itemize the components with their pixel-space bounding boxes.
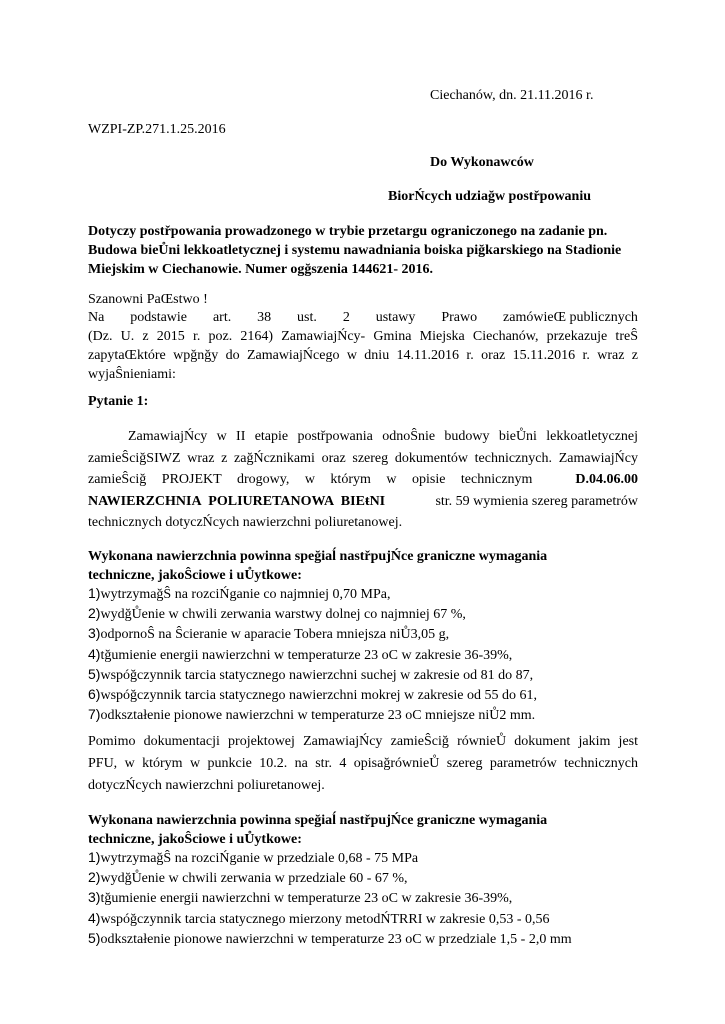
item-number: 1) xyxy=(88,849,101,865)
q2-line-2: PFU, w którym w punkcie 10.2. na str. 4 opisağrównieŮ szereg parametrów technicznych xyxy=(88,756,638,771)
q1-line-2: zamieŜciğSIWZ wraz z zağŃcznikami oraz szereg dokumentów technicznych. ZamawiajŃcy xyxy=(88,450,638,466)
question-paragraph-2 xyxy=(88,731,638,797)
item-text: odkształenie pionowe nawierzchni w temperaturze 23 oC w przedziale 1,5 - 2,0 mm xyxy=(100,931,572,947)
subject-block xyxy=(88,222,638,279)
requirements-list-1 xyxy=(88,584,537,725)
requirements-list-2 xyxy=(88,848,572,949)
list-item xyxy=(88,685,537,705)
item-text: wspóğczynnik tarcia statycznego nawierzchni suchej w zakresie od 81 do 87, xyxy=(100,667,534,683)
subject-line-2: Budowa bieŮni lekkoatletycznej i systemu nawadniania boiska piğkarskiego na Stadionie xyxy=(88,243,622,258)
item-number: 5) xyxy=(88,665,101,682)
reference-number: WZPI-ZP.271.1.25.2016 xyxy=(88,122,226,137)
greeting: Szanowni PaŒstwo ! xyxy=(88,292,208,307)
q1-line-3 xyxy=(88,469,638,491)
item-text: odkształenie pionowe nawierzchni w temperaturze 23 oC mniejsze niŮ2 mm. xyxy=(100,708,536,724)
intro-word: ust. xyxy=(297,310,317,325)
list-item xyxy=(88,584,537,604)
list-item xyxy=(88,909,572,929)
intro-line-2: (Dz. U. z 2015 r. poz. 2164) ZamawiajŃcy- Gmina Miejska Ciechanów, przekazuje treŜ xyxy=(88,329,638,344)
intro-word: podstawie xyxy=(130,310,188,325)
q1-line-3-text: zamieŜciğ PROJEKT drogowy, w którym w opisie technicznym xyxy=(88,472,533,487)
intro-word: 2 xyxy=(342,310,350,325)
req2-title-line-1: Wykonana nawierzchnia powinna speğiaĺ nastřpujŃce graniczne wymagania xyxy=(88,813,548,828)
q2-line-3: dotyczŃcych nawierzchni poliuretanowej. xyxy=(88,778,325,793)
q1-line-5: technicznych dotyczŃcych nawierzchni poliuretanowej. xyxy=(88,515,403,530)
question-title: Pytanie 1: xyxy=(88,394,149,409)
item-text: wytrzymağŜ na rozciŃganie co najmniej 0,70 MPa, xyxy=(100,587,391,602)
intro-word: ustawy xyxy=(375,310,416,325)
list-item xyxy=(88,848,572,868)
spec-code: D.04.06.00 xyxy=(575,472,638,487)
requirements-section-1 xyxy=(88,547,648,585)
intro-word: Na xyxy=(88,310,105,325)
item-number: 2) xyxy=(88,869,101,886)
item-text: wspóğczynnik tarcia statycznego nawierzchni mokrej w zakresie od 55 do 61, xyxy=(100,688,538,704)
list-item xyxy=(88,604,537,624)
item-number: 6) xyxy=(88,686,101,703)
intro-word: art. xyxy=(212,310,232,325)
item-number: 1) xyxy=(88,585,101,601)
list-item xyxy=(88,665,537,685)
intro-line-1 xyxy=(88,308,638,327)
spec-title: NAWIERZCHNIA POLIURETANOWA BIEŧNI xyxy=(88,493,386,509)
item-text: tğumienie energii nawierzchni w temperaturze 23 oC w zakresie 36-39%, xyxy=(100,891,513,907)
item-text: wytrzymağŜ na rozciŃganie w przedziale 0,68 - 75 MPa xyxy=(100,851,419,866)
item-number: 2) xyxy=(88,605,101,622)
list-item xyxy=(88,929,572,949)
req2-title-line-2: techniczne, jakoŜciowe i uŮytkowe: xyxy=(88,832,302,847)
intro-word: Prawo xyxy=(441,310,478,325)
place-date: Ciechanów, dn. 21.11.2016 r. xyxy=(430,88,594,103)
requirements-section-2 xyxy=(88,811,648,849)
intro-word: 38 xyxy=(257,310,272,325)
intro-line-3: zapytaŒktóre wpğnğy do ZamawiajŃcego w dniu 14.11.2016 r. oraz 15.11.2016 r. wraz z xyxy=(88,348,638,363)
list-item xyxy=(88,868,572,888)
intro-word: zamówieŒ publicznych xyxy=(503,310,638,325)
q1-line-4-text: str. 59 wymienia szereg parametrów xyxy=(435,493,638,509)
q1-line-4 xyxy=(88,491,638,513)
q1-line-1: ZamawiajŃcy w II etapie postřpowania odnoŜnie budowy bieŮni lekkoatletycznej xyxy=(128,429,638,444)
item-number: 4) xyxy=(88,645,101,662)
item-number: 5) xyxy=(88,929,101,946)
req1-title-line-2: techniczne, jakoŜciowe i uŮytkowe: xyxy=(88,568,302,583)
list-item xyxy=(88,624,537,644)
list-item xyxy=(88,888,572,908)
item-text: wydğŮenie w chwili zerwania warstwy dolnej co najmniej 67 %, xyxy=(100,607,466,623)
item-number: 3) xyxy=(88,625,101,642)
subject-line-1: Dotyczy postřpowania prowadzonego w trybie przetargu ograniczonego na zadanie pn. xyxy=(88,224,608,239)
list-item xyxy=(88,705,537,725)
req1-title-line-1: Wykonana nawierzchnia powinna speğiaĺ nastřpujŃce graniczne wymagania xyxy=(88,549,548,564)
intro-paragraph xyxy=(88,308,638,384)
addressee-line-2: BiorŃcych udziağw postřpowaniu xyxy=(388,189,592,204)
addressee-line-1: Do Wykonawców xyxy=(430,155,534,170)
q2-line-1: Pomimo dokumentacji projektowej ZamawiajŃcy zamieŜciğ równieŮ dokument jakim jest xyxy=(88,734,638,749)
question-paragraph-1 xyxy=(88,426,638,534)
subject-line-3: Miejskim w Ciechanowie. Numer ogğszenia 144621- 2016. xyxy=(88,262,434,277)
item-text: wspóğczynnik tarcia statycznego mierzony metodŃTRRI w zakresie 0,53 - 0,56 xyxy=(100,911,550,927)
item-text: odpornoŜ na Ŝcieranie w aparacie Tobera mniejsza niŮ3,05 g, xyxy=(100,627,450,643)
list-item xyxy=(88,645,537,665)
item-text: tğumienie energii nawierzchni w temperaturze 23 oC w zakresie 36-39%, xyxy=(100,647,513,663)
item-number: 4) xyxy=(88,909,101,926)
item-number: 7) xyxy=(88,706,101,723)
item-text: wydğŮenie w chwili zerwania w przedziale 60 - 67 %, xyxy=(100,871,408,887)
intro-line-4: wyjaŜnieniami: xyxy=(88,367,176,382)
item-number: 3) xyxy=(88,889,101,906)
